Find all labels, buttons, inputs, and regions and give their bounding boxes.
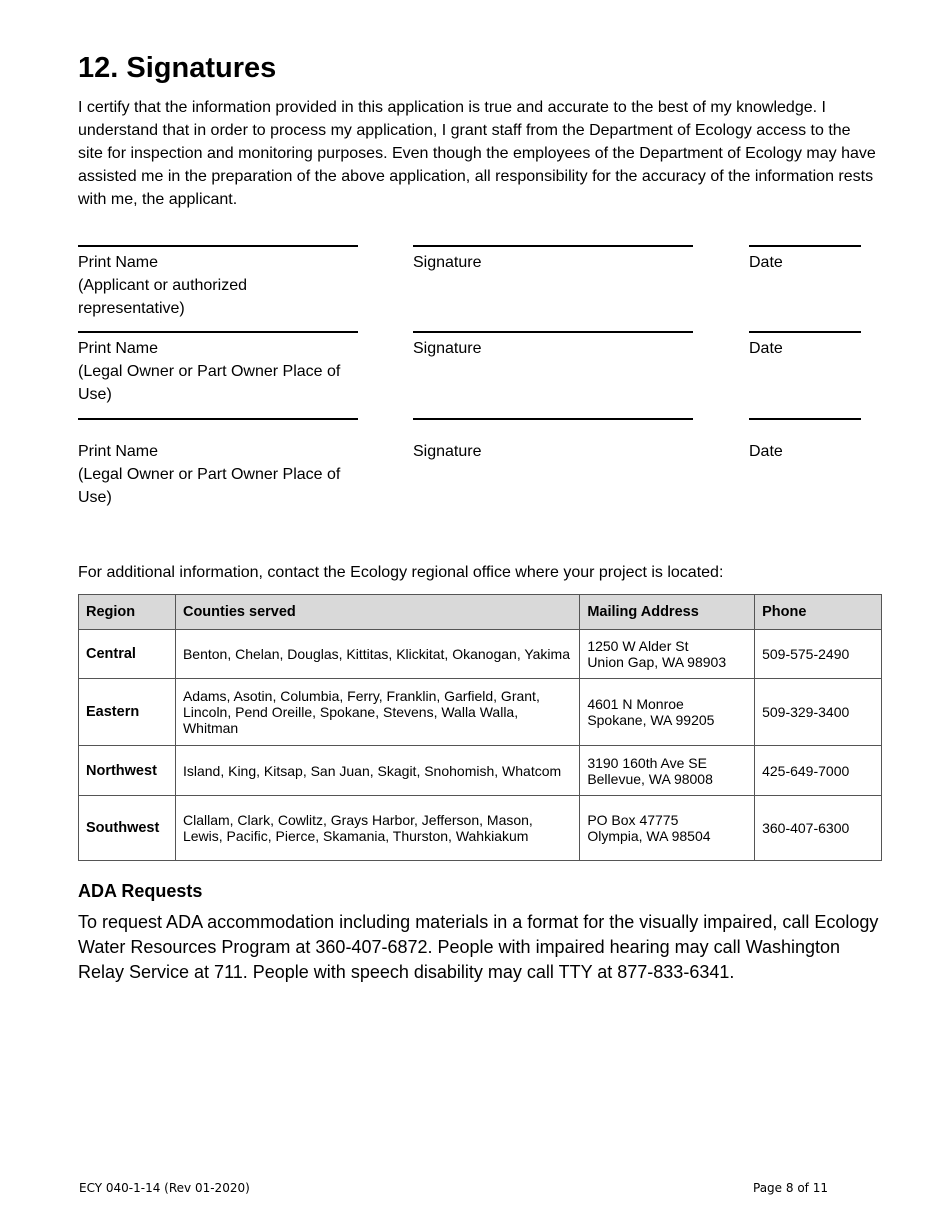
contact-text: For additional information, contact the Ecology regional office where your project is located: (78, 564, 724, 581)
counties-cell: Adams, Asotin, Columbia, Ferry, Franklin, Garfield, Grant, Lincoln, Pend Oreille, Spokane, Stevens, Walla Walla, Whitman (175, 679, 579, 746)
date-label: Date (749, 254, 783, 271)
address-line: 4601 N Monroe (587, 696, 684, 712)
address-line: Olympia, WA 98504 (587, 828, 711, 844)
region-cell: Northwest (79, 746, 176, 796)
signature-row (78, 418, 868, 506)
address-line: Union Gap, WA 98903 (587, 654, 727, 670)
address-line: Spokane, WA 99205 (587, 712, 715, 728)
print-name-sublabel: (Legal Owner or Part Owner Place of Use) (78, 466, 341, 506)
print-name-label: Print Name (78, 443, 159, 460)
phone-cell: 425-649-7000 (755, 746, 882, 796)
date-line[interactable] (749, 245, 861, 247)
date-label: Date (749, 340, 783, 357)
signature-label: Signature (413, 340, 482, 357)
print-name-sublabel: (Legal Owner or Part Owner Place of Use) (78, 363, 341, 403)
signature-label: Signature (413, 254, 482, 271)
signature-row (78, 245, 868, 315)
column-header-counties: Counties served (175, 595, 579, 630)
address-cell (580, 746, 755, 796)
signature-line[interactable] (413, 245, 693, 247)
phone-cell: 509-329-3400 (755, 679, 882, 746)
table-row (79, 679, 882, 746)
address-line: 1250 W Alder St (587, 638, 689, 654)
address-line: 3190 160th Ave SE (587, 754, 707, 771)
signature-row (78, 331, 868, 401)
table-row (79, 630, 882, 679)
address-cell (580, 679, 755, 746)
signature-label: Signature (413, 443, 482, 460)
counties-cell: Clallam, Clark, Cowlitz, Grays Harbor, Jefferson, Mason, Lewis, Pacific, Pierce, Skamania, Thurston, Wahkiakum (175, 796, 579, 861)
regional-offices-table (78, 594, 882, 861)
counties-cell: Benton, Chelan, Douglas, Kittitas, Klickitat, Okanogan, Yakima (175, 630, 579, 679)
date-line[interactable] (749, 331, 861, 333)
column-header-phone: Phone (755, 595, 882, 630)
page-title: 12. Signatures (78, 52, 277, 84)
region-cell: Central (79, 630, 176, 679)
certification-text: I certify that the information provided in this application is true and accurate to the best of my knowledge. I understand that in order to process my application, I grant staff from the Department of Ecology access to the site for inspection and monitoring purposes. Even though the employees of the Department of Ecology may have assisted me in the preparation of the above application, all responsibility for the accuracy of the information rests with me, the applicant. (78, 99, 876, 208)
region-cell: Southwest (79, 796, 176, 861)
ada-text: To request ADA accommodation including materials in a format for the visually impaired, call Ecology Water Resources Program at 360-407-6872. People with impaired hearing may call Washington Relay Service at 711. People with speech disability may call TTY at 877-833-6341. (78, 912, 879, 982)
print-name-line[interactable] (78, 418, 358, 420)
address-cell (580, 796, 755, 861)
address-line: PO Box 47775 (587, 812, 679, 828)
signature-line[interactable] (413, 418, 693, 420)
counties-cell: Island, King, Kitsap, San Juan, Skagit, Snohomish, Whatcom (175, 746, 579, 796)
print-name-label: Print Name (78, 340, 159, 357)
address-line: Bellevue, WA 98008 (587, 770, 713, 787)
table-row (79, 746, 882, 796)
print-name-line[interactable] (78, 245, 358, 247)
phone-cell: 360-407-6300 (755, 796, 882, 861)
region-cell: Eastern (79, 679, 176, 746)
print-name-label: Print Name (78, 254, 159, 271)
ada-heading: ADA Requests (78, 881, 203, 901)
date-label: Date (749, 443, 783, 460)
address-cell (580, 630, 755, 679)
table-row (79, 796, 882, 861)
table-header-row (79, 595, 882, 630)
print-name-sublabel: (Applicant or authorized representative) (78, 277, 247, 317)
date-line[interactable] (749, 418, 861, 420)
page-number: Page 8 of 11 (753, 1181, 828, 1195)
column-header-region: Region (79, 595, 176, 630)
print-name-line[interactable] (78, 331, 358, 333)
phone-cell: 509-575-2490 (755, 630, 882, 679)
column-header-address: Mailing Address (580, 595, 755, 630)
signature-line[interactable] (413, 331, 693, 333)
form-number: ECY 040-1-14 (Rev 01-2020) (79, 1181, 250, 1195)
